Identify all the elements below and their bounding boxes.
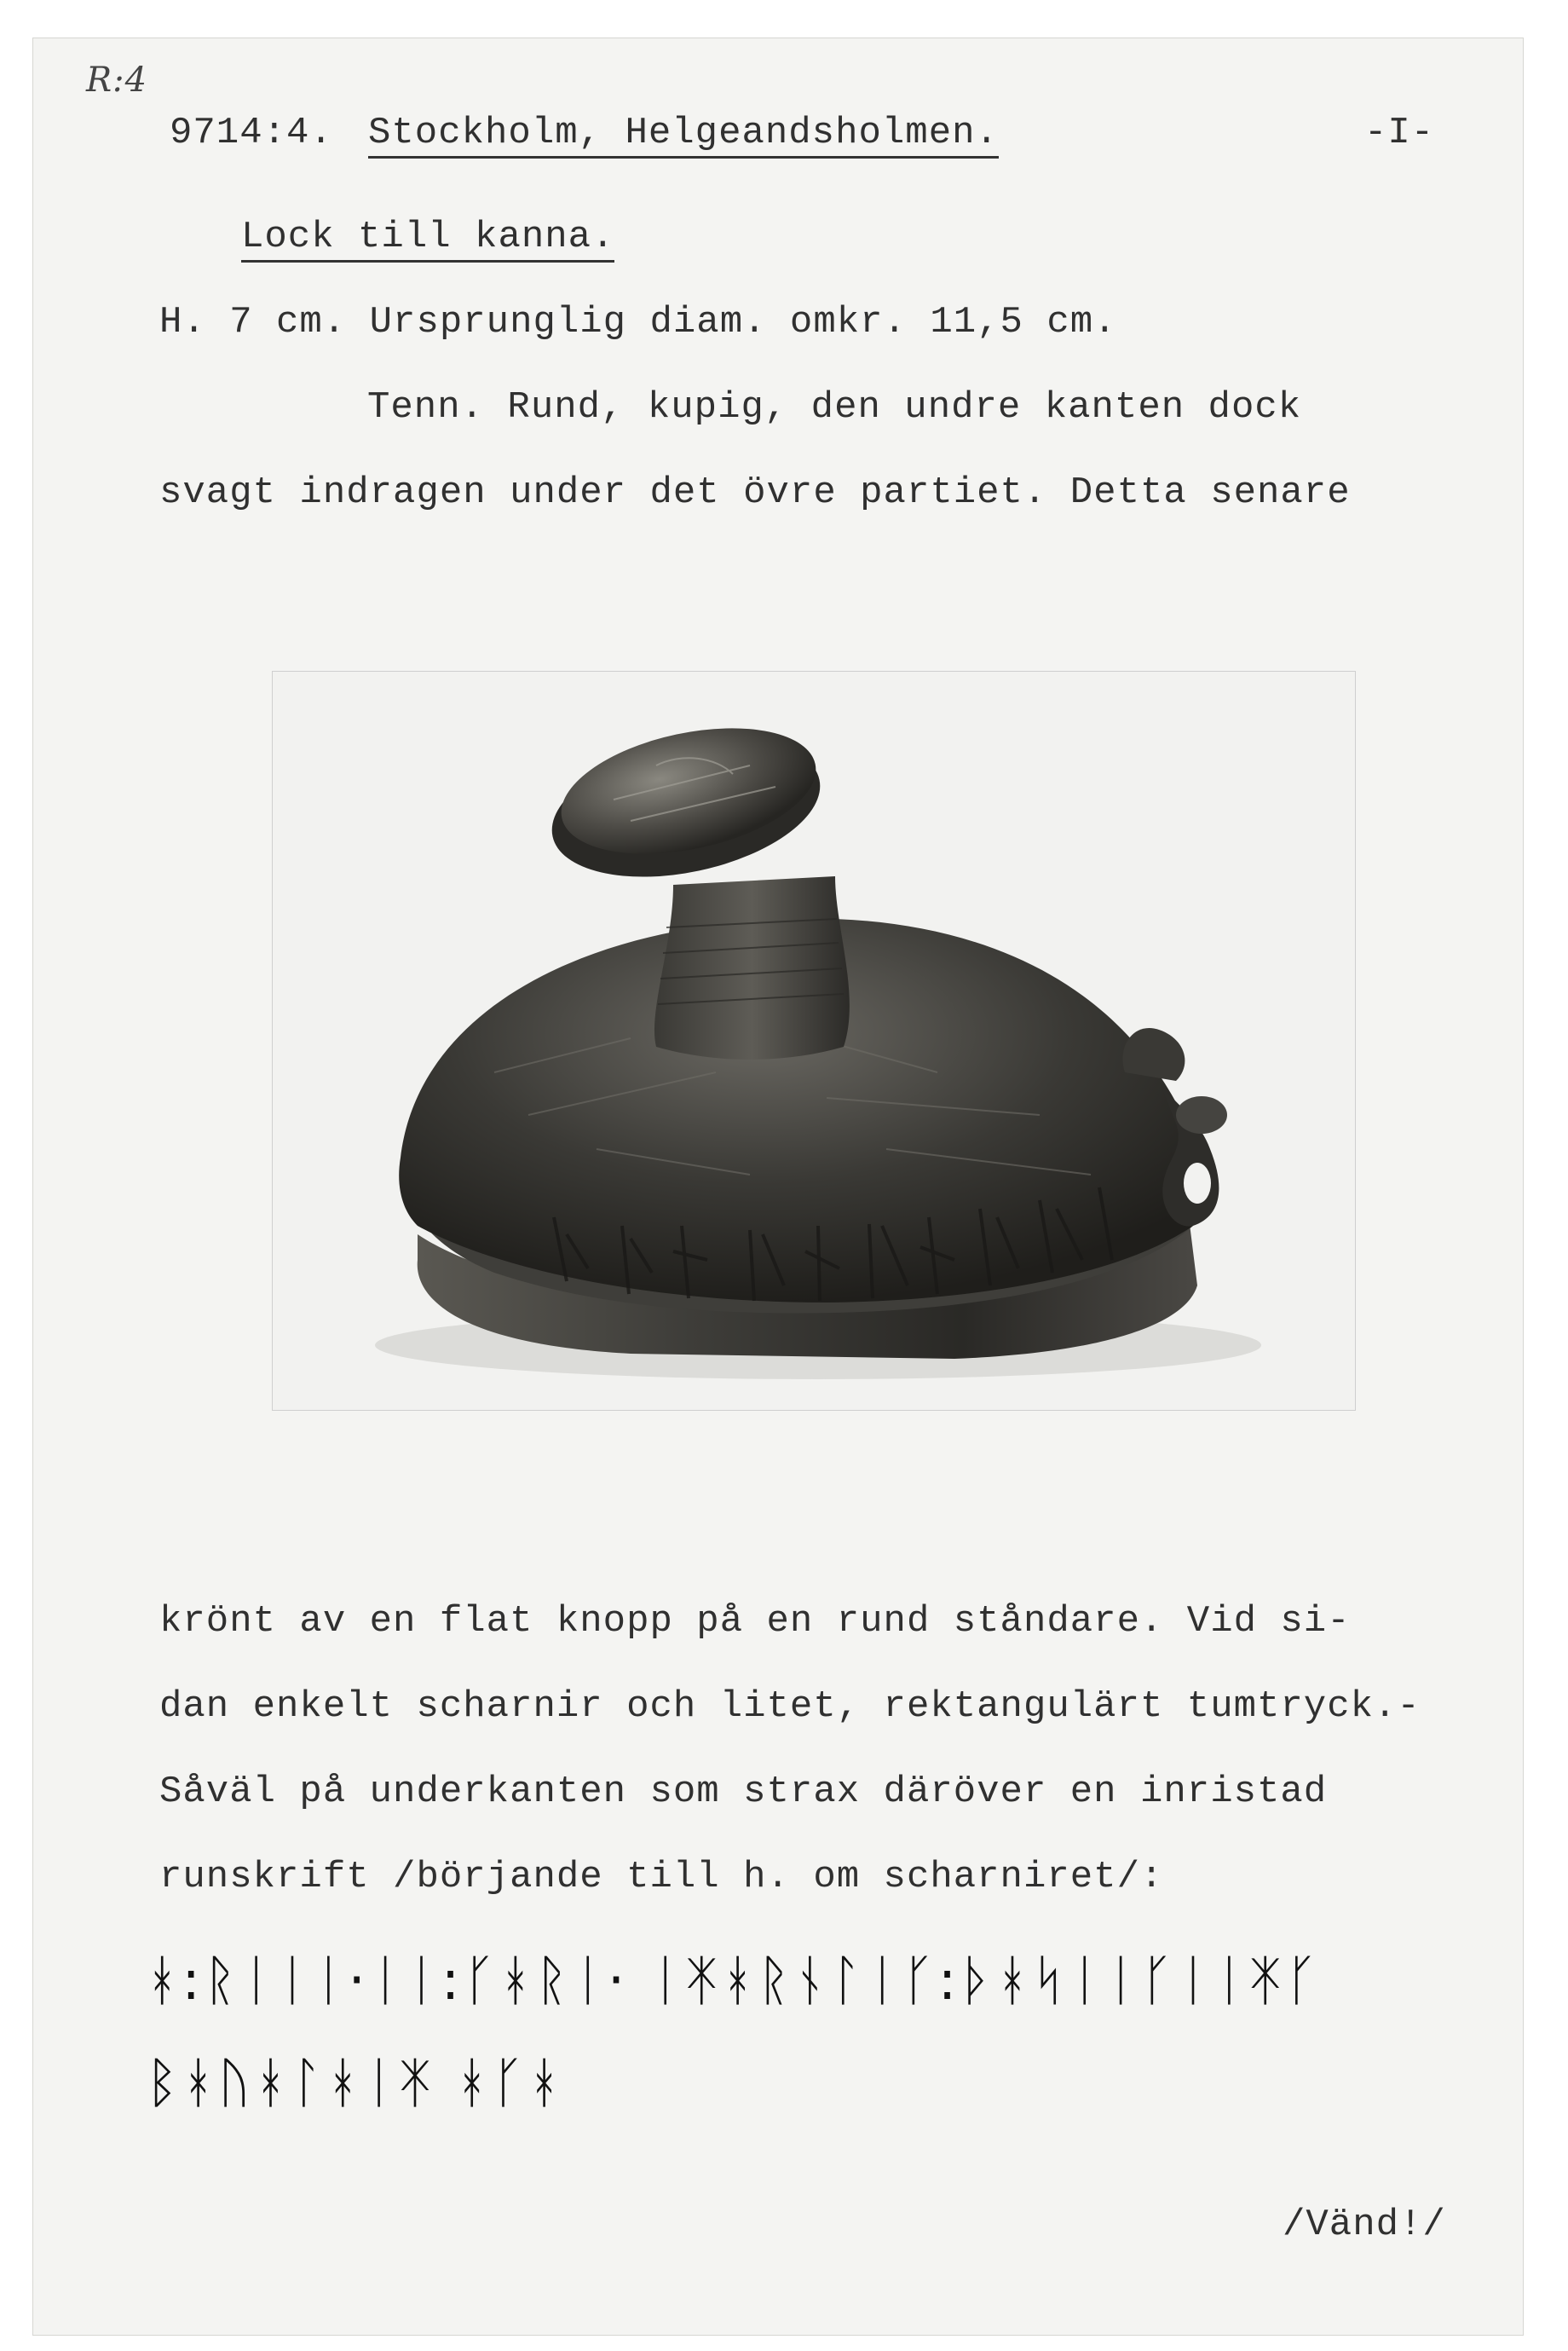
page-marker: -I- <box>1364 112 1435 154</box>
catalog-number: 9714:4. <box>170 112 333 154</box>
rune-inscription-line-2: ᛒᚼᚢᚼᛚᚼᛁᛡ ᚼᚴᚼ <box>146 2052 564 2115</box>
description-line: svagt indragen under det övre partiet. Detta senare <box>159 471 1351 514</box>
description-line: runskrift /börjande till h. om scharniret/: <box>159 1856 1164 1898</box>
catalog-card <box>32 38 1524 2336</box>
location-heading: Stockholm, Helgeandsholmen. <box>368 112 999 159</box>
description-line: H. 7 cm. Ursprunglig diam. omkr. 11,5 cm. <box>159 301 1117 344</box>
description-line: dan enkelt scharnir och litet, rektangulärt tumtryck.- <box>159 1685 1421 1728</box>
handwritten-reference: R:4 <box>86 61 148 100</box>
rune-inscription-line-1: ᚼ:ᚱᛁᛁᛁ·ᛁᛁ:ᚴᚼᚱᛁ· ᛁᛡᚼᚱᚾᛚᛁᚴ:ᚦᚼᛋᛁᛁᚴᛁᛁᛡᚴ <box>146 1950 1322 2013</box>
description-line: krönt av en flat knopp på en rund ståndare. Vid si- <box>159 1600 1351 1643</box>
jug-lid-image <box>273 672 1355 1410</box>
turn-over-note: /Vänd!/ <box>1283 2204 1446 2246</box>
object-photograph <box>272 671 1356 1411</box>
description-line: Såväl på underkanten som strax däröver en inristad <box>159 1770 1328 1813</box>
description-line: Tenn. Rund, kupig, den undre kanten dock <box>367 386 1302 429</box>
object-title: Lock till kanna. <box>241 216 614 263</box>
